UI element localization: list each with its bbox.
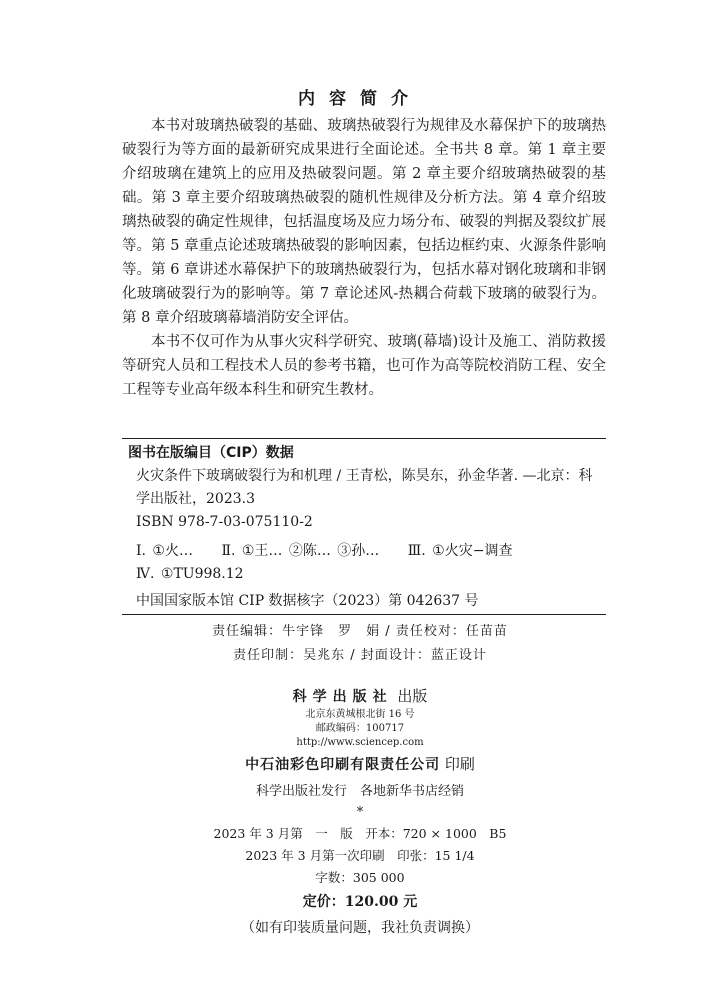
cip-title: 图书在版编目（CIP）数据	[128, 445, 294, 461]
edition-info: 2023 年 3 月第 一 版 开本：720 × 1000 B5	[213, 826, 507, 841]
printer-suffix: 印刷	[444, 755, 475, 773]
cip-check-number: 中国国家版本馆 CIP 数据核字（2023）第 042637 号	[136, 593, 479, 609]
cip-class-item: Ⅱ. ①王… ②陈… ③孙…	[221, 543, 380, 559]
abstract	[122, 114, 606, 402]
abstract-paragraph: 本书对玻璃热破裂的基础、玻璃热破裂行为规律及水幕保护下的玻璃热破裂行为等方面的最新研究成果进行全面论述。全书共 8 章。第 1 章主要介绍玻璃在建筑上的应用及热破裂问题。第 2 章主要介绍玻璃热破裂的基础。第 3 章主要介绍玻璃热破裂的随机性规律及分析方法。第 4 章介绍玻璃热破裂的确定性规律，包括温度场及应力场分布、破裂的判据及裂纹扩展等。第 5 章重点论述玻璃热破裂的影响因素，包括边框约束、火源条件影响等。第 6 章讲述水幕保护下的玻璃热破裂行为，包括水幕对钢化玻璃和非钢化玻璃破裂行为的影响等。第 7 章论述风-热耦合荷载下玻璃的破裂行为。第 8 章介绍玻璃幕墙消防安全评估。	[122, 118, 606, 326]
publisher-address: 北京东黄城根北街 16 号	[305, 709, 415, 720]
printing-info: 2023 年 3 月第一次印刷 印张：15 1/4	[245, 848, 475, 863]
publisher-url: http://www.sciencep.com	[296, 737, 424, 748]
divider	[122, 438, 606, 439]
divider	[122, 614, 606, 615]
cip-block	[122, 438, 606, 615]
editors-line: 责任编辑：牛宇锋 罗 娟 / 责任校对：任苗苗	[212, 624, 508, 639]
publisher-suffix: 出版	[397, 687, 428, 705]
cip-classification	[136, 540, 606, 586]
quality-note: （如有印装质量问题，我社负责调换）	[241, 920, 479, 936]
cip-class-item: Ⅲ. ①火灾−调查	[407, 543, 513, 559]
editors-line: 责任印制：吴兆东 / 封面设计：蓝正设计	[233, 648, 487, 663]
word-count: 字数：305 000	[315, 870, 405, 885]
cip-record: 火灾条件下玻璃破裂行为和机理 / 王青松，陈昊东，孙金华著. —北京：科学出版社，2023.3	[136, 468, 593, 507]
publisher-postcode: 邮政编码：100717	[315, 723, 405, 734]
cip-isbn: ISBN 978-7-03-075110-2	[136, 514, 313, 530]
abstract-paragraph: 本书不仅可作为从事火灾科学研究、玻璃(幕墙)设计及施工、消防救援等研究人员和工程技术人员的参考书籍，也可作为高等院校消防工程、安全工程等专业高年级本科生和研究生教材。	[122, 334, 606, 398]
cip-class-item: Ⅳ. ①TU998.12	[136, 566, 244, 582]
publisher-name: 科学出版社	[292, 689, 393, 705]
separator-star: *	[356, 805, 364, 820]
colophon	[0, 685, 720, 941]
printer-line	[0, 752, 720, 777]
cip-class-item: Ⅰ. ①火…	[136, 543, 193, 559]
printer-name: 中石油彩色印刷有限责任公司	[245, 757, 441, 773]
editors	[0, 620, 720, 668]
price: 定价：120.00 元	[302, 894, 418, 910]
distribution: 科学出版社发行 各地新华书店经销	[255, 784, 464, 799]
page-heading: 内容简介	[298, 89, 422, 109]
publisher-line	[0, 685, 720, 708]
